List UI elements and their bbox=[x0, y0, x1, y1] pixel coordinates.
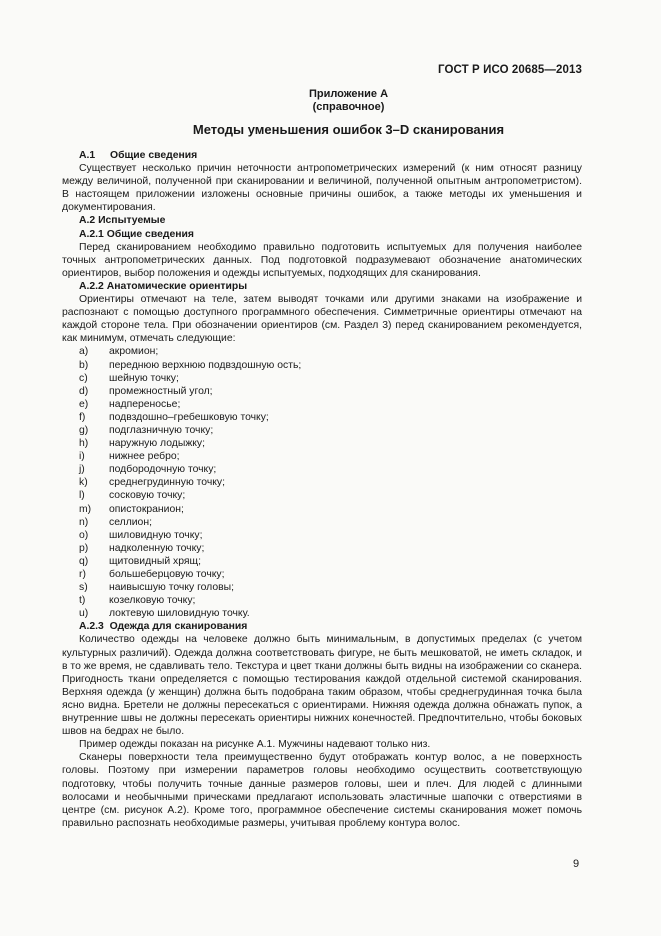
heading-text: Общие сведения bbox=[106, 228, 194, 240]
paragraph-a21: Перед сканированием необходимо правильно подготовить испытуемых для получения наиболее точных антропометрических данных. Под подготовкой подразумевают обозначение анатомических ориентиров, выбор положения и одежды испытуемых, подходящих для сканирования. bbox=[62, 241, 582, 279]
list-item: e) надпереносье; bbox=[79, 398, 181, 410]
heading-a23 bbox=[62, 620, 582, 633]
heading-number: А.2.2 bbox=[79, 280, 104, 292]
paragraph-a23-3: Сканеры поверхности тела преимущественно будут отображать контур волос, а не поверхность головы. Поэтому при измерении параметров головы необходимо осуществить соответствующую подготовку, чтобы получить точные данные размеров головы, шеи и плеч. Для людей с длинными волосами и необычными прическами предлагают использовать эластичные шапочки с отверстиями в центре (см. рисунок А.2). Кроме того, программное обеспечение системы сканирования может помочь правильно распознать необходимые размеры, учитывая проблему контура волос. bbox=[62, 752, 582, 829]
list-item: j) подбородочную точку; bbox=[79, 464, 217, 476]
page-number: 9 bbox=[573, 858, 580, 870]
heading-a22 bbox=[62, 280, 582, 293]
list-item: u) локтевую шиловидную точку. bbox=[79, 608, 250, 620]
list-item: s) наивысшую точку головы; bbox=[79, 582, 235, 594]
paragraph-a22: Ориентиры отмечают на теле, затем выводят точками или другими знаками на изображение и распознают с помощью доступного программного обеспечения. Симметричные ориентиры отмечают на каждой стороне тела. При обозначении ориентиров (см. Раздел 3) перед сканированием рекомендуется, как минимум, отмечать следующие: bbox=[62, 294, 582, 345]
heading-number: А.2.3 bbox=[79, 621, 104, 633]
document-body bbox=[62, 149, 582, 830]
heading-a2 bbox=[62, 214, 582, 227]
landmark-list bbox=[62, 345, 582, 620]
list-item: h) наружную лодыжку; bbox=[79, 438, 206, 450]
list-item: l) сосковую точку; bbox=[79, 490, 186, 502]
main-title: Методы уменьшения ошибок 3–D сканирования bbox=[192, 122, 505, 137]
list-item: p) надколенную точку; bbox=[79, 542, 205, 554]
paragraph-a23-1: Количество одежды на человеке должно быть минимальным, в допустимых пределах (с учетом культурных различий). Одежда должна соответствовать фигуре, не быть мешковатой, не иметь складок, и в то же время, не сдавливать тело. Текстура и цвет ткани должны быть видны на изображении со сканера. Пригодность ткани определяется с помощью тестирования каждой отдельной системой сканирования. Верхняя одежда (у женщин) должна быть подобрана таким образом, чтобы среднегрудинная точка была ясно видна. Бретели не должны пересекаться с ориентирами. Нижняя одежда должна обнажать пупок, а внутренние швы не должны пересекать ориентиры нижних конечностей. Предпочтительно, чтобы боковых швов на бедрах не было. bbox=[62, 634, 582, 738]
paragraph-a23-2: Пример одежды показан на рисунке А.1. Мужчины надевают только низ. bbox=[79, 739, 431, 751]
list-item: q) щитовидный хрящ; bbox=[79, 555, 201, 567]
heading-a21 bbox=[62, 228, 582, 241]
list-item: k) среднегрудинную точку; bbox=[79, 477, 225, 489]
list-item: m) опистокранион; bbox=[79, 503, 184, 515]
heading-number: А.2.1 bbox=[79, 228, 104, 240]
list-item: b) переднюю верхнюю подвздошную ость; bbox=[79, 359, 302, 371]
list-item: t) козелковую точку; bbox=[79, 595, 196, 607]
list-item: c) шейную точку; bbox=[79, 372, 179, 384]
list-item: o) шиловидную точку; bbox=[79, 529, 203, 541]
paragraph-a1: Существует несколько причин неточности антропометрических измерений (к ним относят разницу между величиной, полученной при сканировании и величиной, полученной опытным антропометристом). В настоящем приложении изложены основные причины ошибок, а также методы их уменьшения и документирования. bbox=[62, 163, 582, 214]
heading-number: А.2 bbox=[79, 215, 96, 227]
standard-header: ГОСТ Р ИСО 20685—2013 bbox=[437, 64, 582, 76]
heading-number: А.1 bbox=[79, 150, 96, 161]
list-item: i) нижнее ребро; bbox=[79, 451, 180, 463]
heading-text: Одежда для сканирования bbox=[109, 621, 248, 633]
list-item: g) подглазничную точку; bbox=[79, 424, 214, 436]
appendix-title: Приложение А bbox=[308, 88, 389, 100]
list-item: f) подвздошно–гребешковую точку; bbox=[79, 411, 269, 423]
heading-text: Испытуемые bbox=[98, 215, 166, 227]
list-item: a) акромион; bbox=[79, 346, 159, 358]
appendix-subtitle: (справочное) bbox=[312, 101, 385, 113]
heading-text: Анатомические ориентиры bbox=[106, 280, 248, 292]
list-item: r) большеберцовую точку; bbox=[79, 569, 225, 580]
list-item: n) селлион; bbox=[79, 516, 152, 528]
heading-a1 bbox=[62, 149, 582, 162]
heading-text: Общие сведения bbox=[110, 150, 198, 161]
list-item: d) промежностный угол; bbox=[79, 385, 213, 397]
